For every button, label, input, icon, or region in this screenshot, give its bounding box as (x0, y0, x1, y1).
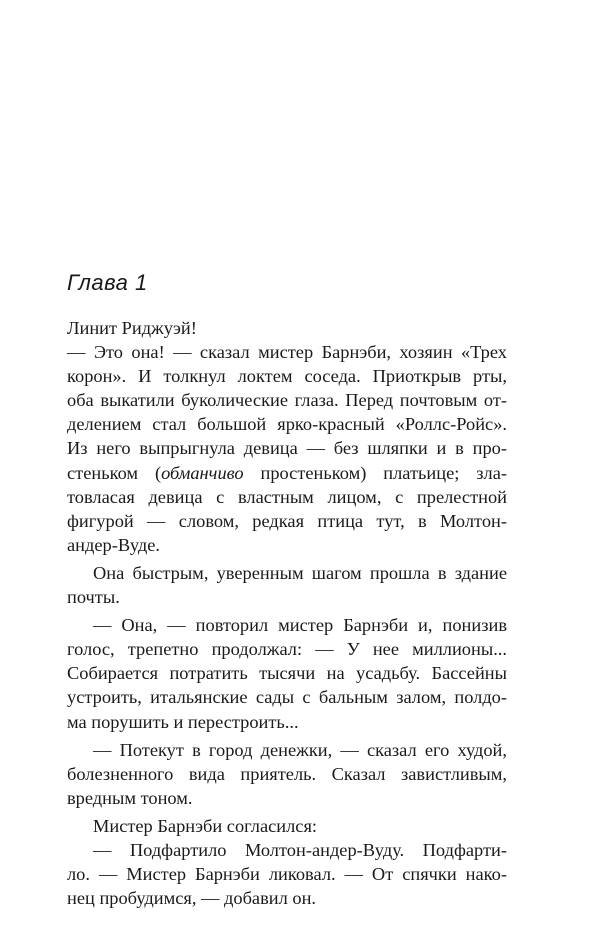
emphasis-text: обманчиво (161, 462, 244, 483)
text-line: оба выкатили буколические глаза. Перед почтовым от- (67, 390, 507, 411)
text-line: ма порушить и перестроить... (67, 711, 299, 732)
text-line: Линит Риджуэй! (67, 318, 197, 338)
text-line: устроить, итальянские сады с бальным залом, полдо- (67, 687, 507, 708)
text-line: — Это она! — сказал мистер Барнэби, хозяин «Трех (67, 342, 507, 363)
text-line: Из него выпрыгнула девица — без шляпки и в про- (67, 438, 507, 459)
text-line: фигурой — словом, редкая птица тут, в Молтон- (67, 510, 507, 531)
text-line: делением стал большой ярко-красный «Роллс-Ройс». (67, 414, 507, 435)
text-fragment: простеньком) платьице; зла- (243, 462, 508, 483)
text-line: Она быстрым, уверенным шагом прошла в здание (93, 562, 507, 583)
body-text (67, 316, 507, 910)
text-line: Собирается потратить тысячи на усадьбу. Бассейны (67, 663, 507, 684)
text-line (67, 461, 507, 485)
text-line: андер-Вуде. (67, 534, 161, 555)
text-line: — Она, — повторил мистер Барнэби и, понизив (93, 615, 507, 636)
chapter-title: Глава 1 (67, 270, 148, 295)
text-line: голос, трепетно продолжал: — У нее миллионы... (67, 639, 507, 660)
text-line: вредным тоном. (67, 787, 193, 808)
text-line: болезненного вида приятель. Сказал завистливым, (67, 763, 507, 784)
text-line: — Подфартило Молтон-андер-Вуду. Подфарти- (93, 839, 507, 860)
text-line: корон». И толкнул локтем соседа. Приоткрыв рты, (67, 366, 507, 387)
text-line: ло. — Мистер Барнэби ликовал. — От спячки нако- (67, 864, 507, 885)
text-fragment: стеньком ( (67, 462, 162, 483)
text-line: почты. (67, 587, 120, 608)
text-line: товласая девица с властным лицом, с прелестной (67, 486, 507, 507)
text-line: — Потекут в город денежки, — сказал его худой, (93, 739, 507, 760)
text-line: Мистер Барнэби согласился: (93, 815, 318, 836)
text-line: нец пробудимся, — добавил он. (67, 888, 317, 909)
